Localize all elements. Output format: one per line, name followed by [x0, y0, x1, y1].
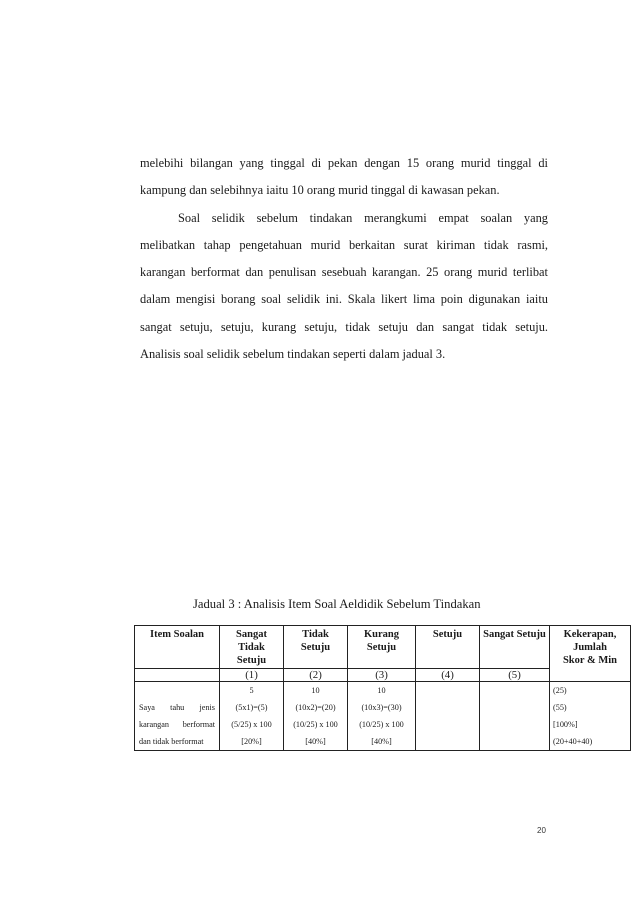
analysis-table: [134, 625, 631, 751]
score-cell-2: 10 (10x2)=(20) (10/25) x 100 [40%]: [284, 682, 348, 751]
paragraph-line: kampung dan selebihnya iaitu 10 orang murid tinggal di kawasan pekan.: [140, 183, 500, 198]
header-sangat-setuju: Sangat Setuju: [480, 626, 550, 669]
paragraph-line: Soal selidik sebelum tindakan merangkumi empat soalan yang: [178, 210, 548, 225]
score-cell-1: 5 (5x1)=(5) (5/25) x 100 [20%]: [220, 682, 284, 751]
header-kekerapan: Kekerapan, Jumlah Skor & Min: [550, 626, 631, 682]
paragraph-line: dalam mengisi borang soal selidik ini. Skala likert lima poin digunakan iaitu: [140, 292, 548, 307]
header-row: [135, 626, 631, 669]
item-cell: Saya tahu jenis karangan berformat dan tidak berformat: [135, 682, 220, 751]
header-sangat-tidak-setuju: Sangat Tidak Setuju: [220, 626, 284, 669]
table-caption: Jadual 3 : Analisis Item Soal Aeldidik Sebelum Tindakan: [193, 597, 481, 611]
paragraph-line: karangan berformat dan penulisan sesebuah karangan. 25 orang murid terlibat: [140, 265, 548, 280]
score-cell-4: [416, 682, 480, 751]
number-cell: (3): [348, 669, 416, 682]
score-cell-5: [480, 682, 550, 751]
page-number: 20: [537, 826, 546, 835]
paragraph-line: sangat setuju, setuju, kurang setuju, tidak setuju dan sangat tidak setuju.: [140, 319, 548, 334]
paragraph-line: melebihi bilangan yang tinggal di pekan dengan 15 orang murid tinggal di: [140, 156, 548, 170]
score-cell-3: 10 (10x3)=(30) (10/25) x 100 [40%]: [348, 682, 416, 751]
number-cell: (2): [284, 669, 348, 682]
paragraph-line: Analisis soal selidik sebelum tindakan seperti dalam jadual 3.: [140, 347, 446, 362]
header-tidak-setuju: Tidak Setuju: [284, 626, 348, 669]
paragraph-line: melibatkan tahap pengetahuan murid berkaitan surat kiriman tidak rasmi,: [140, 237, 548, 252]
header-setuju: Setuju: [416, 626, 480, 669]
header-item-soalan: Item Soalan: [135, 626, 220, 669]
number-cell: (5): [480, 669, 550, 682]
number-cell: [135, 669, 220, 682]
table-row: [135, 682, 631, 751]
body-text: [140, 150, 548, 368]
number-cell: (1): [220, 669, 284, 682]
summary-cell: (25) (55) [100%] (20+40+40): [550, 682, 631, 751]
header-kurang-setuju: Kurang Setuju: [348, 626, 416, 669]
number-cell: (4): [416, 669, 480, 682]
